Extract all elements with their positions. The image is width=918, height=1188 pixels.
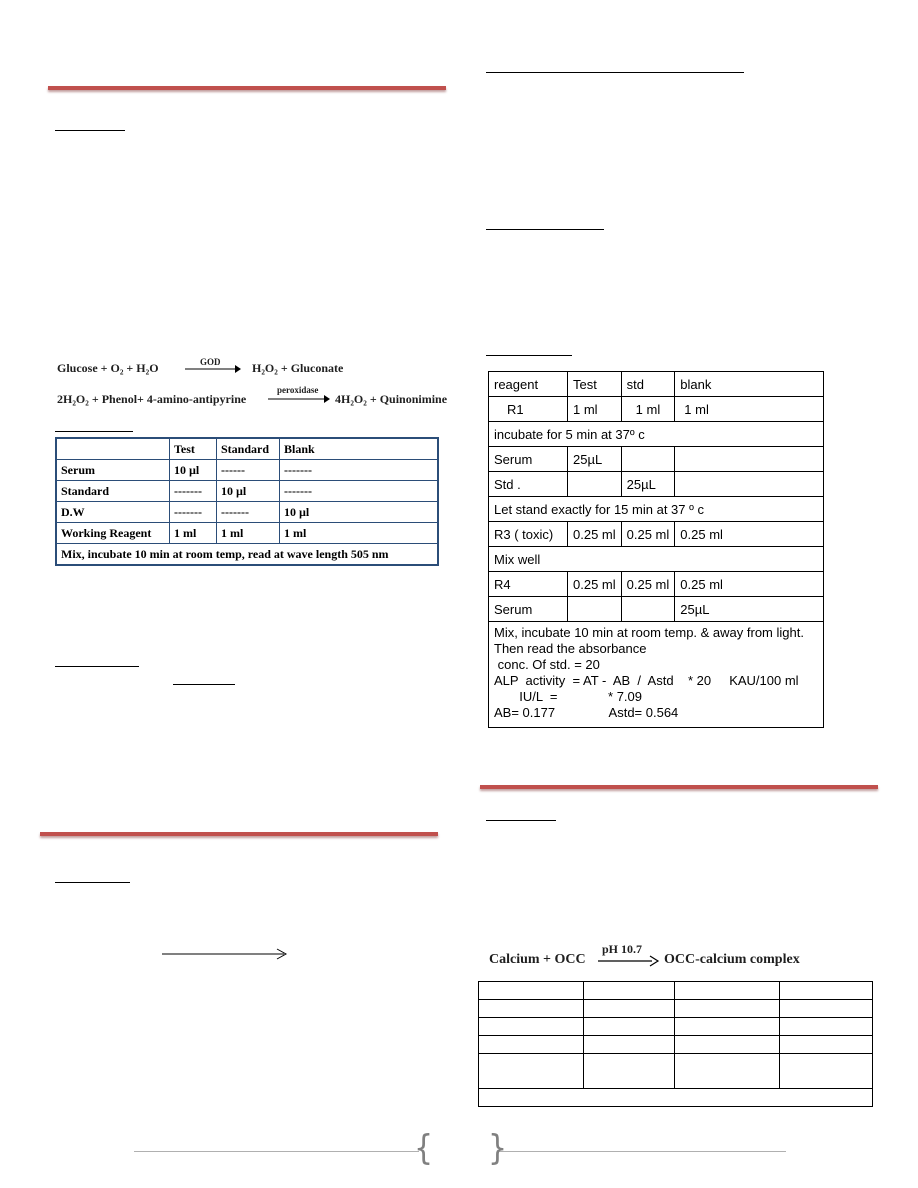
table-row — [479, 1054, 873, 1089]
table-cell — [675, 982, 780, 1000]
table-row — [479, 1018, 873, 1036]
table-cell: 1 ml — [280, 523, 439, 544]
table-row — [56, 460, 438, 481]
table-cell: R3 ( toxic) — [489, 522, 568, 547]
table-cell: Test — [568, 372, 622, 397]
table-cell — [780, 1000, 873, 1018]
table-cell — [675, 1054, 780, 1089]
table-cell — [568, 472, 622, 497]
table-cell: Serum — [489, 447, 568, 472]
heading-underline-right-1 — [486, 72, 744, 73]
table-cell: Let stand exactly for 15 min at 37 º c — [489, 497, 824, 522]
heading-underline-right-3 — [486, 355, 572, 356]
table-cell: incubate for 5 min at 37º c — [489, 422, 824, 447]
table-cell: Working Reagent — [56, 523, 170, 544]
equation-1-enzyme: GOD — [200, 357, 221, 367]
table-row — [479, 1036, 873, 1054]
calcium-procedure-table — [478, 981, 873, 1107]
table-cell — [780, 982, 873, 1000]
table-footer-row — [479, 1089, 873, 1107]
table-cell — [479, 1054, 584, 1089]
table-cell: blank — [675, 372, 824, 397]
table-cell: ------ — [217, 460, 280, 481]
table-row — [56, 502, 438, 523]
table-header-row — [489, 372, 824, 397]
table-row — [489, 572, 824, 597]
heading-underline-principle-2 — [55, 882, 130, 883]
table-cell: ------- — [217, 502, 280, 523]
table-row — [489, 447, 824, 472]
table-row — [489, 497, 824, 522]
alp-calculation-note: Mix, incubate 10 min at room temp. & away from light. Then read the absorbance conc. Of std. = 20 ALP activity = AT - AB / Astd * 20 KAU/100 ml IU/L = * 7.09 AB= 0.177 Astd= 0.564 — [489, 622, 824, 728]
table-cell: 1 ml — [675, 397, 824, 422]
table-cell: 25µL — [675, 597, 824, 622]
glucose-procedure-table — [55, 437, 439, 566]
calcium-reaction-arrow — [598, 955, 660, 967]
table-cell: Standard — [56, 481, 170, 502]
table-cell: Blank — [280, 438, 439, 460]
reaction-arrow — [162, 948, 288, 960]
table-cell — [584, 1000, 675, 1018]
table-cell: 0.25 ml — [621, 522, 675, 547]
table-cell: Mix well — [489, 547, 824, 572]
table-cell: ------- — [280, 460, 439, 481]
table-cell: 0.25 ml — [675, 522, 824, 547]
calcium-equation-left: Calcium + OCC — [489, 952, 586, 967]
table-cell — [584, 1054, 675, 1089]
table-cell: Serum — [56, 460, 170, 481]
table-cell: ------- — [170, 502, 217, 523]
table-row — [489, 522, 824, 547]
table-cell: 10 µl — [280, 502, 439, 523]
equation-2-arrow — [268, 394, 330, 404]
footer-line-right — [498, 1151, 786, 1152]
calcium-equation-right: OCC-calcium complex — [664, 952, 800, 967]
table-cell: ------- — [170, 481, 217, 502]
table-cell: 25µL — [568, 447, 622, 472]
table-cell — [584, 982, 675, 1000]
table-header-row — [56, 438, 438, 460]
section-divider-left-2 — [40, 832, 438, 836]
table-row — [56, 523, 438, 544]
table-cell: 0.25 ml — [568, 572, 622, 597]
calcium-equation-condition: pH 10.7 — [602, 942, 643, 956]
table-cell — [675, 472, 824, 497]
table-cell: 10 µl — [170, 460, 217, 481]
table-cell — [568, 597, 622, 622]
table-cell: 0.25 ml — [568, 522, 622, 547]
table-cell: R4 — [489, 572, 568, 597]
section-divider-calcium — [480, 785, 878, 789]
table-cell: 1 ml — [621, 397, 675, 422]
table-cell: Std . — [489, 472, 568, 497]
table-cell — [479, 1018, 584, 1036]
table-cell: Standard — [217, 438, 280, 460]
table-cell: R1 — [489, 397, 568, 422]
table-cell — [621, 597, 675, 622]
table-cell — [675, 1000, 780, 1018]
heading-underline-procedure — [55, 431, 133, 432]
equation-2-enzyme: peroxidase — [277, 385, 319, 395]
table-row — [479, 1000, 873, 1018]
table-cell: 0.25 ml — [675, 572, 824, 597]
table-cell: 1 ml — [568, 397, 622, 422]
table-cell — [675, 1018, 780, 1036]
equation-1-right: H₂O₂ + Gluconate — [252, 361, 344, 375]
footer-right-bracket: } — [488, 1128, 508, 1169]
footer-line-left — [134, 1151, 419, 1152]
table-cell: Serum — [489, 597, 568, 622]
fraction-line — [173, 684, 235, 685]
table-cell: Test — [170, 438, 217, 460]
table-cell — [56, 438, 170, 460]
table-cell: 10 µl — [217, 481, 280, 502]
section-divider-glucose — [48, 86, 446, 90]
equation-1-arrow — [185, 364, 241, 374]
table-cell — [675, 447, 824, 472]
table-cell — [621, 447, 675, 472]
heading-underline-principle-calcium — [486, 820, 556, 821]
footer-left-bracket: { — [414, 1128, 434, 1169]
table-cell — [584, 1018, 675, 1036]
table-cell: 1 ml — [170, 523, 217, 544]
table-row — [479, 982, 873, 1000]
heading-underline-calculation — [55, 666, 139, 667]
equation-2-left: 2H₂O₂ + Phenol+ 4-amino-antipyrine — [57, 392, 247, 406]
table-cell — [584, 1036, 675, 1054]
table-cell — [479, 1036, 584, 1054]
table-cell: ------- — [280, 481, 439, 502]
table-cell: D.W — [56, 502, 170, 523]
table-cell: 1 ml — [217, 523, 280, 544]
table-row — [489, 397, 824, 422]
table-cell — [675, 1036, 780, 1054]
table-footer-row — [56, 544, 438, 566]
table-cell — [780, 1054, 873, 1089]
table-cell: 0.25 ml — [621, 572, 675, 597]
table-row — [489, 422, 824, 447]
table-cell: std — [621, 372, 675, 397]
table-cell — [479, 982, 584, 1000]
table-cell — [479, 1089, 873, 1107]
glucose-equation-1 — [57, 361, 159, 376]
table-row — [56, 481, 438, 502]
equation-1-left: Glucose + O₂ + H₂O — [57, 361, 159, 375]
table-row — [489, 472, 824, 497]
table-row — [489, 547, 824, 572]
table-cell — [780, 1018, 873, 1036]
table-footer-cell: Mix, incubate 10 min at room temp, read at wave length 505 nm — [56, 544, 438, 566]
table-cell: 25µL — [621, 472, 675, 497]
equation-2-right: 4H₂O₂ + Quinonimine — [335, 392, 448, 406]
table-cell — [479, 1000, 584, 1018]
heading-underline-right-2 — [486, 229, 604, 230]
table-cell: reagent — [489, 372, 568, 397]
table-row — [489, 622, 824, 728]
alp-procedure-table — [488, 371, 824, 728]
table-cell — [780, 1036, 873, 1054]
table-row — [489, 597, 824, 622]
heading-underline-principle — [55, 130, 125, 131]
